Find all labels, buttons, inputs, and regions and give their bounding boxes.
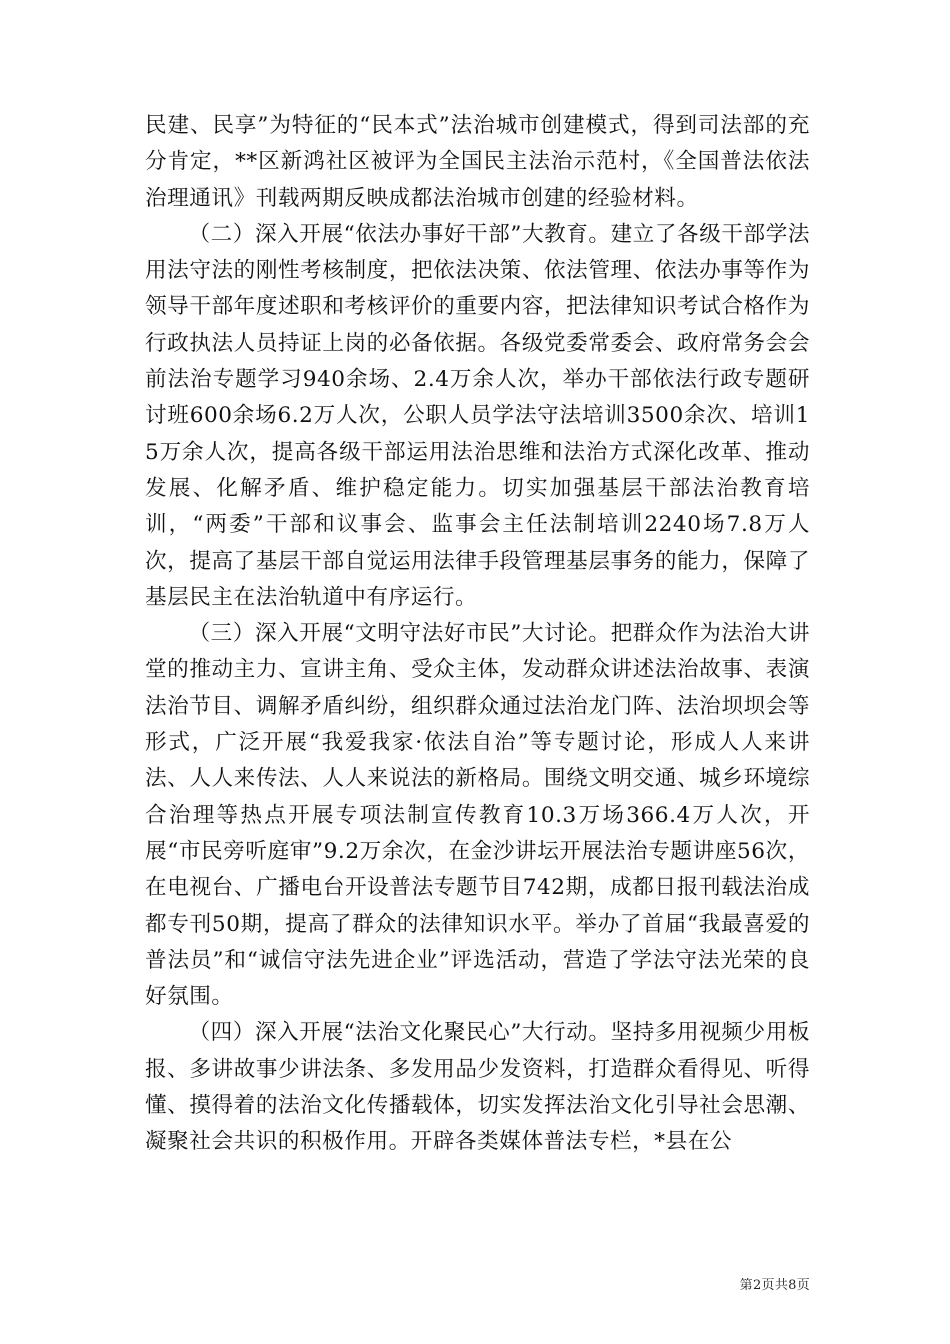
paragraph-continued: 民建、民享”为特征的“民本式”法治城市创建模式，得到司法部的充分肯定，**区新鸿社区被评为全国民主法治示范村，《全国普法依法治理通讯》刊载两期反映成都法治城市创建的经验材料。 [145,113,810,211]
paragraph-section-4: （四）深入开展“法治文化聚民心”大行动。坚持多用视频少用板报、多讲故事少讲法条、多发用品少发资料，打造群众看得见、听得懂、摸得着的法治文化传播载体，切实发挥法治文化引导社会思潮、凝聚社会共识的积极作用。开辟各类媒体普法专栏，*县在公 [145,1020,810,1155]
paragraph-section-2: （二）深入开展“依法办事好干部”大教育。建立了各级干部学法用法守法的刚性考核制度，把依法决策、依法管理、依法办事等作为领导干部年度述职和考核评价的重要内容，把法律知识考试合格作为行政执法人员持证上岗的必备依据。各级党委常委会、政府常务会会前法治专题学习940余场、2.4万余人次，举办干部依法行政专题研讨班600余场6.2万人次，公职人员学法守法培训3500余次、培训15万余人次，提高各级干部运用法治思维和法治方式深化改革、推动发展、化解矛盾、维护稳定能力。切实加强基层干部法治教育培训，“两委”干部和议事会、监事会主任法制培训2240场7.8万人次，提高了基层干部自觉运用法律手段管理基层事务的能力，保障了基层民主在法治轨道中有序运行。 [145,221,810,610]
document-body [145,108,810,1161]
paragraph-section-3: （三）深入开展“文明守法好市民”大讨论。把群众作为法治大讲堂的推动主力、宣讲主角、受众主体，发动群众讲述法治故事、表演法治节目、调解矛盾纠纷，组织群众通过法治龙门阵、法治坝坝会等形式，广泛开展“我爱我家·依法自治”等专题讨论，形成人人来讲法、人人来传法、人人来说法的新格局。围绕文明交通、城乡环境综合治理等热点开展专项法制宣传教育10.3万场366.4万人次，开展“市民旁听庭审”9.2万余次，在金沙讲坛开展法治专题讲座56次，在电视台、广播电台开设普法专题节目742期，成都日报刊载法治成都专刊50期，提高了群众的法律知识水平。举办了首届“我最喜爱的普法员”和“诚信守法先进企业”评选活动，营造了学法守法光荣的良好氛围。 [145,621,810,1010]
page-number-footer: 第2页共8页 [739,1278,810,1293]
